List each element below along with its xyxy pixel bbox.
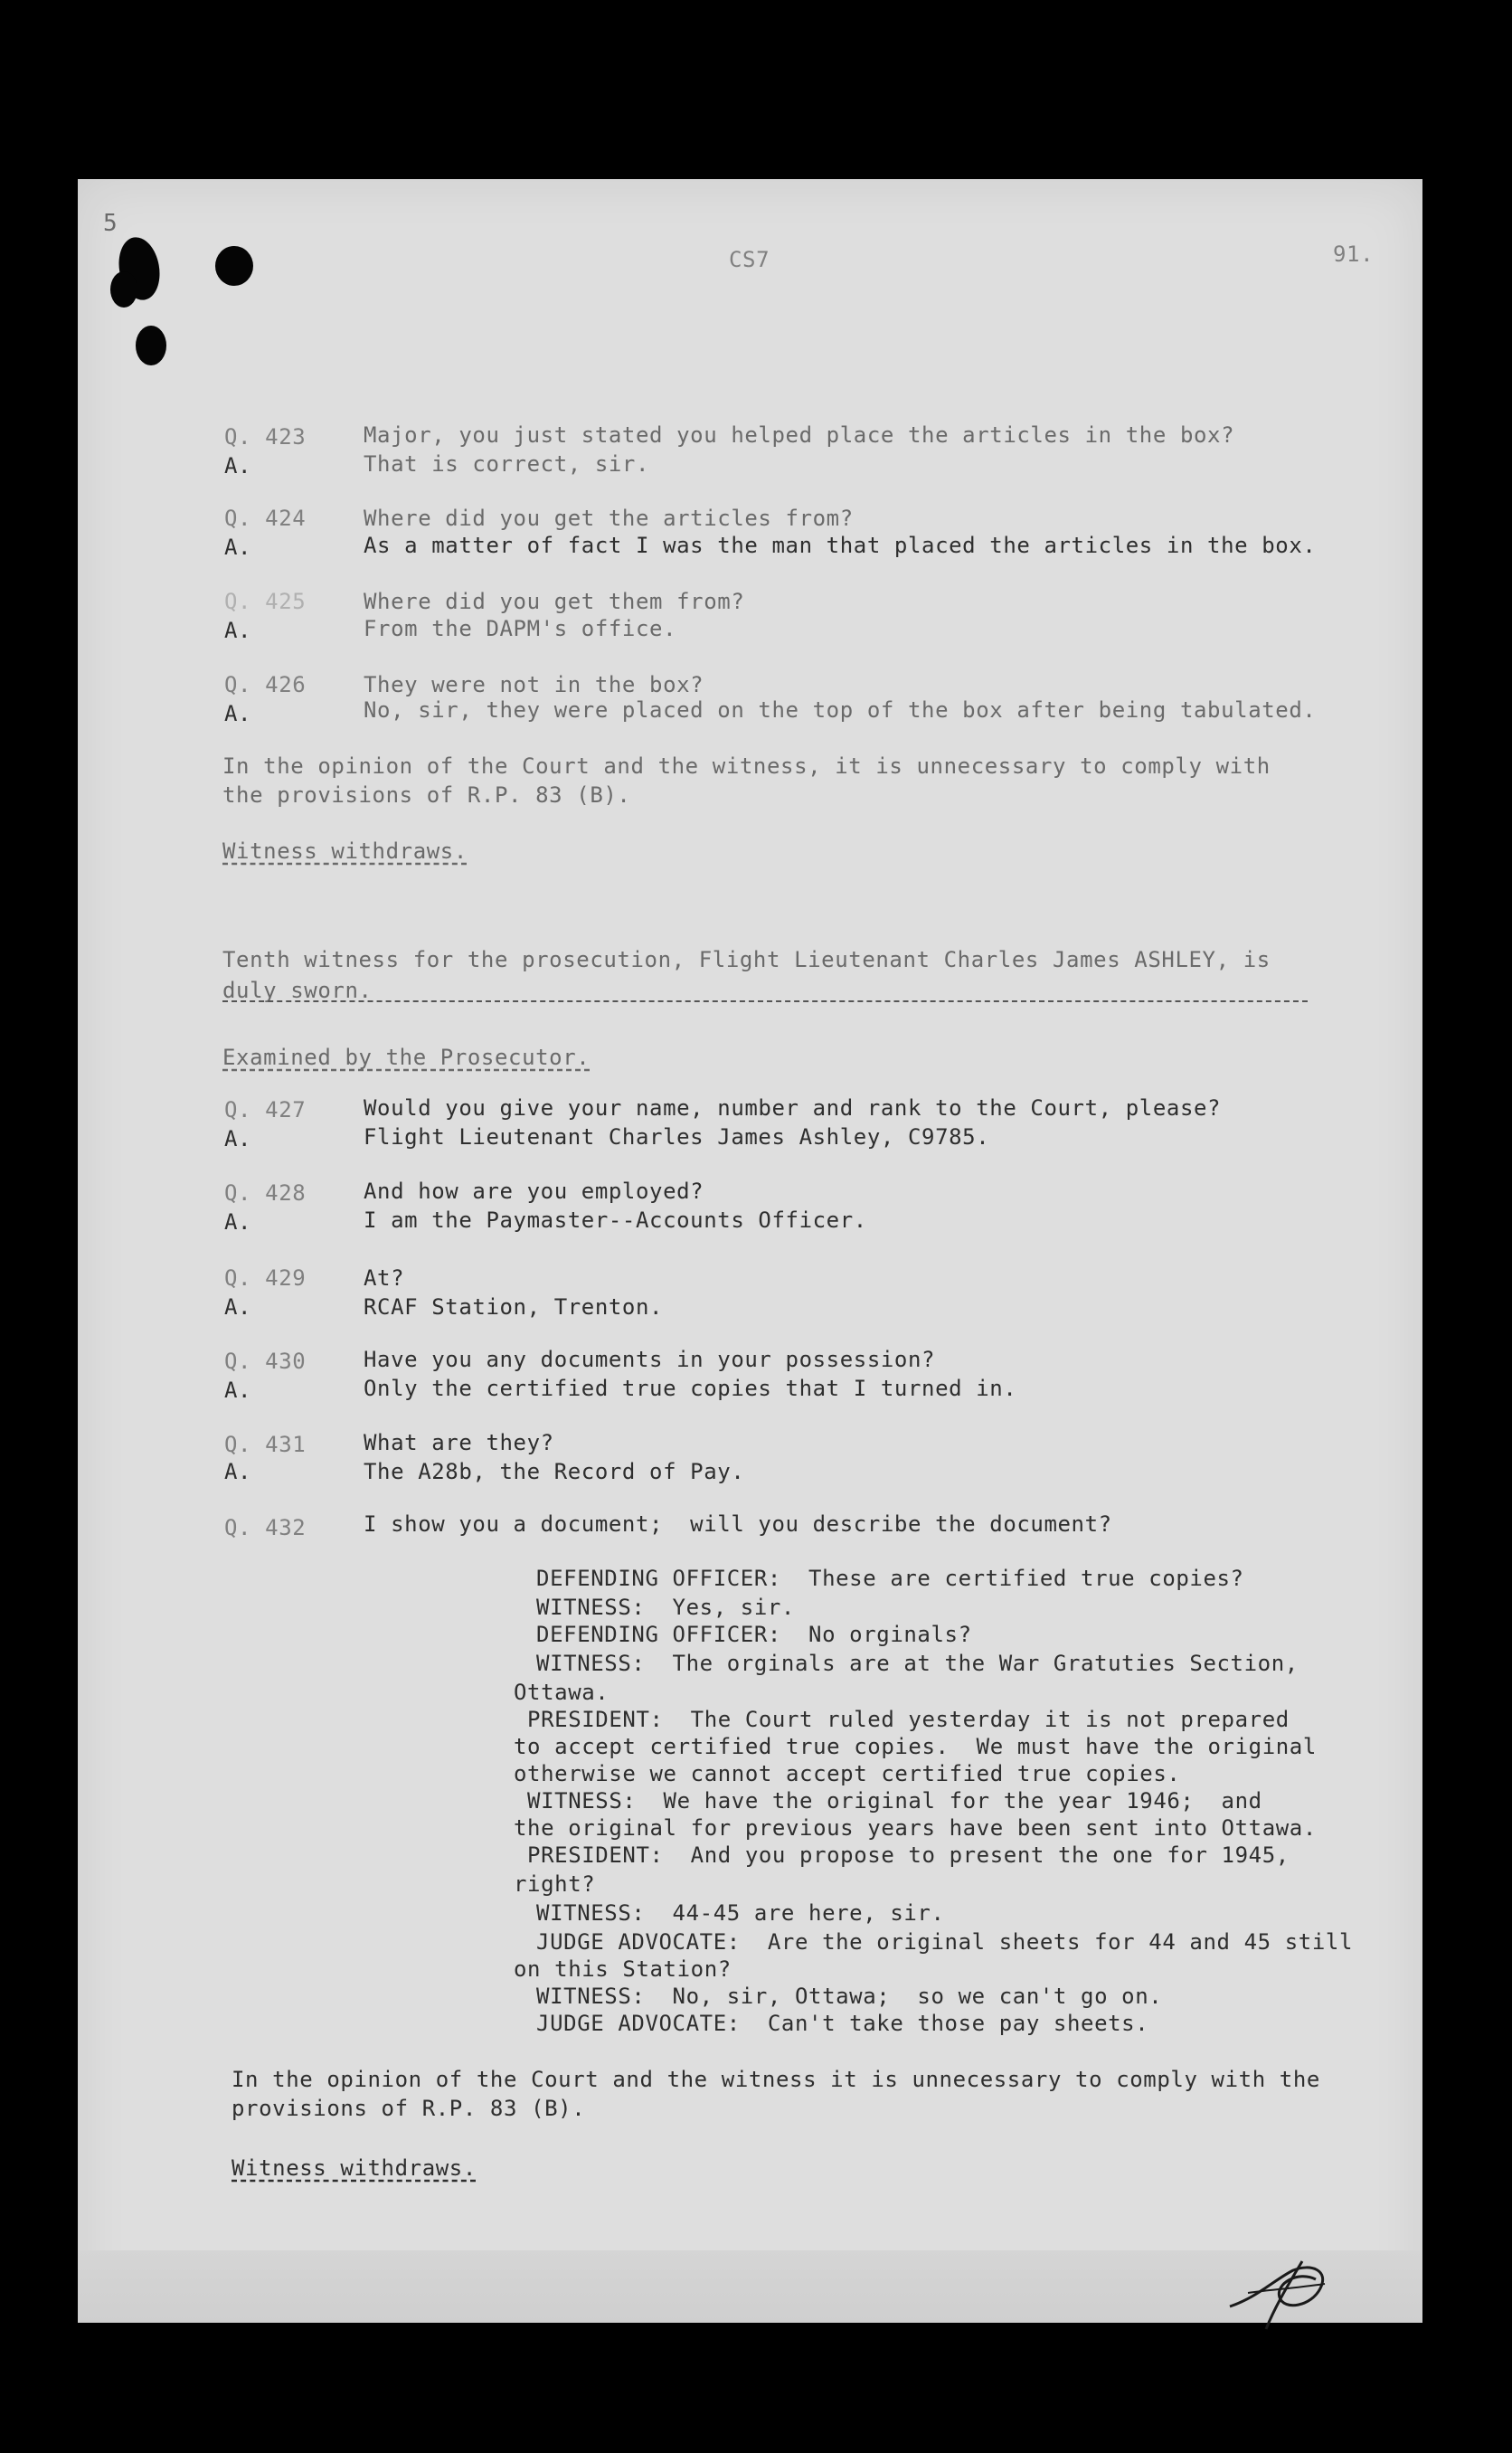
question-number: Q. 424: [224, 506, 307, 531]
exchange-line: otherwise we cannot accept certified true copies.: [514, 1761, 1181, 1786]
dashed-rule: [222, 1000, 1308, 1002]
ink-blot: [136, 326, 166, 365]
question-number: Q. 430: [224, 1349, 307, 1374]
opinion-line: provisions of R.P. 83 (B).: [232, 2096, 586, 2121]
question-number: Q. 426: [224, 672, 307, 697]
answer-label: A.: [224, 453, 252, 478]
exchange-line: WITNESS: 44-45 are here, sir.: [523, 1900, 945, 1926]
question-text: They were not in the box?: [364, 672, 704, 697]
exchange-line: PRESIDENT: The Court ruled yesterday it is not prepared: [514, 1707, 1290, 1732]
answer-text: As a matter of fact I was the man that placed the articles in the box.: [364, 533, 1317, 558]
question-text: Major, you just stated you helped place the articles in the box?: [364, 422, 1235, 448]
answer-label: A.: [224, 1126, 252, 1151]
answer-label: A.: [224, 1378, 252, 1403]
question-number: Q. 428: [224, 1180, 307, 1206]
answer-label: A.: [224, 1294, 252, 1320]
answer-text: That is correct, sir.: [364, 451, 650, 477]
exchange-line: on this Station?: [514, 1956, 732, 1982]
question-text: I show you a document; will you describe the document?: [364, 1511, 1112, 1537]
center-code: CS7: [729, 247, 770, 272]
page-number: 91.: [1333, 242, 1375, 267]
question-text: Would you give your name, number and rank to the Court, please?: [364, 1095, 1222, 1121]
ink-blot: [215, 246, 253, 286]
question-number: Q. 427: [224, 1097, 307, 1122]
answer-label: A.: [224, 1209, 252, 1235]
exchange-line: JUDGE ADVOCATE: Are the original sheets for 44 and 45 still: [523, 1929, 1354, 1955]
question-text: At?: [364, 1265, 405, 1291]
answer-text: Only the certified true copies that I turned in.: [364, 1376, 1017, 1401]
opinion-line: In the opinion of the Court and the witness, it is unnecessary to comply with: [222, 753, 1271, 779]
exchange-line: WITNESS: Yes, sir.: [523, 1595, 795, 1620]
answer-text: The A28b, the Record of Pay.: [364, 1459, 745, 1484]
exchange-line: WITNESS: No, sir, Ottawa; so we can't go on.: [523, 1984, 1163, 2009]
answer-label: A.: [224, 1459, 252, 1484]
withdraws-heading: Witness withdraws.: [232, 2155, 477, 2181]
answer-label: A.: [224, 535, 252, 560]
question-number: Q. 432: [224, 1515, 307, 1540]
ink-blot: [110, 271, 137, 308]
opinion-line: In the opinion of the Court and the witness it is unnecessary to comply with the: [232, 2067, 1320, 2092]
question-text: What are they?: [364, 1430, 554, 1455]
witness-sworn-line: duly sworn.: [222, 978, 373, 1003]
withdraws-heading: Witness withdraws.: [222, 838, 468, 864]
question-text: Where did you get them from?: [364, 589, 745, 614]
exchange-line: Ottawa.: [514, 1680, 610, 1705]
exchange-line: PRESIDENT: And you propose to present the one for 1945,: [514, 1842, 1290, 1868]
exchange-line: DEFENDING OFFICER: No orginals?: [523, 1622, 972, 1647]
exchange-line: the original for previous years have been sent into Ottawa.: [514, 1815, 1317, 1841]
question-text: And how are you employed?: [364, 1179, 704, 1204]
answer-label: A.: [224, 701, 252, 726]
answer-text: RCAF Station, Trenton.: [364, 1294, 664, 1320]
answer-label: A.: [224, 618, 252, 643]
opinion-line: the provisions of R.P. 83 (B).: [222, 782, 631, 808]
exchange-line: to accept certified true copies. We must have the original: [514, 1734, 1317, 1759]
handwritten-signature: [1212, 2243, 1347, 2334]
answer-text: From the DAPM's office.: [364, 616, 677, 641]
question-text: Where did you get the articles from?: [364, 506, 854, 531]
examined-heading: Examined by the Prosecutor.: [222, 1045, 591, 1070]
exchange-line: JUDGE ADVOCATE: Can't take those pay sheets.: [523, 2011, 1149, 2036]
question-number: Q. 425: [224, 589, 307, 614]
question-text: Have you any documents in your possession?: [364, 1347, 936, 1372]
answer-text: I am the Paymaster--Accounts Officer.: [364, 1208, 867, 1233]
exchange-line: WITNESS: The orginals are at the War Gratuties Section,: [523, 1651, 1299, 1676]
question-number: Q. 431: [224, 1432, 307, 1457]
question-number: Q. 429: [224, 1265, 307, 1291]
exchange-line: right?: [514, 1871, 596, 1897]
witness-sworn-line: Tenth witness for the prosecution, Flight Lieutenant Charles James ASHLEY, is: [222, 947, 1271, 972]
exchange-line: WITNESS: We have the original for the year 1946; and: [514, 1788, 1262, 1814]
corner-mark: 5: [103, 210, 118, 237]
question-number: Q. 423: [224, 424, 307, 450]
answer-text: No, sir, they were placed on the top of the box after being tabulated.: [364, 697, 1317, 723]
exchange-line: DEFENDING OFFICER: These are certified true copies?: [523, 1566, 1244, 1591]
answer-text: Flight Lieutenant Charles James Ashley, C9785.: [364, 1124, 990, 1150]
